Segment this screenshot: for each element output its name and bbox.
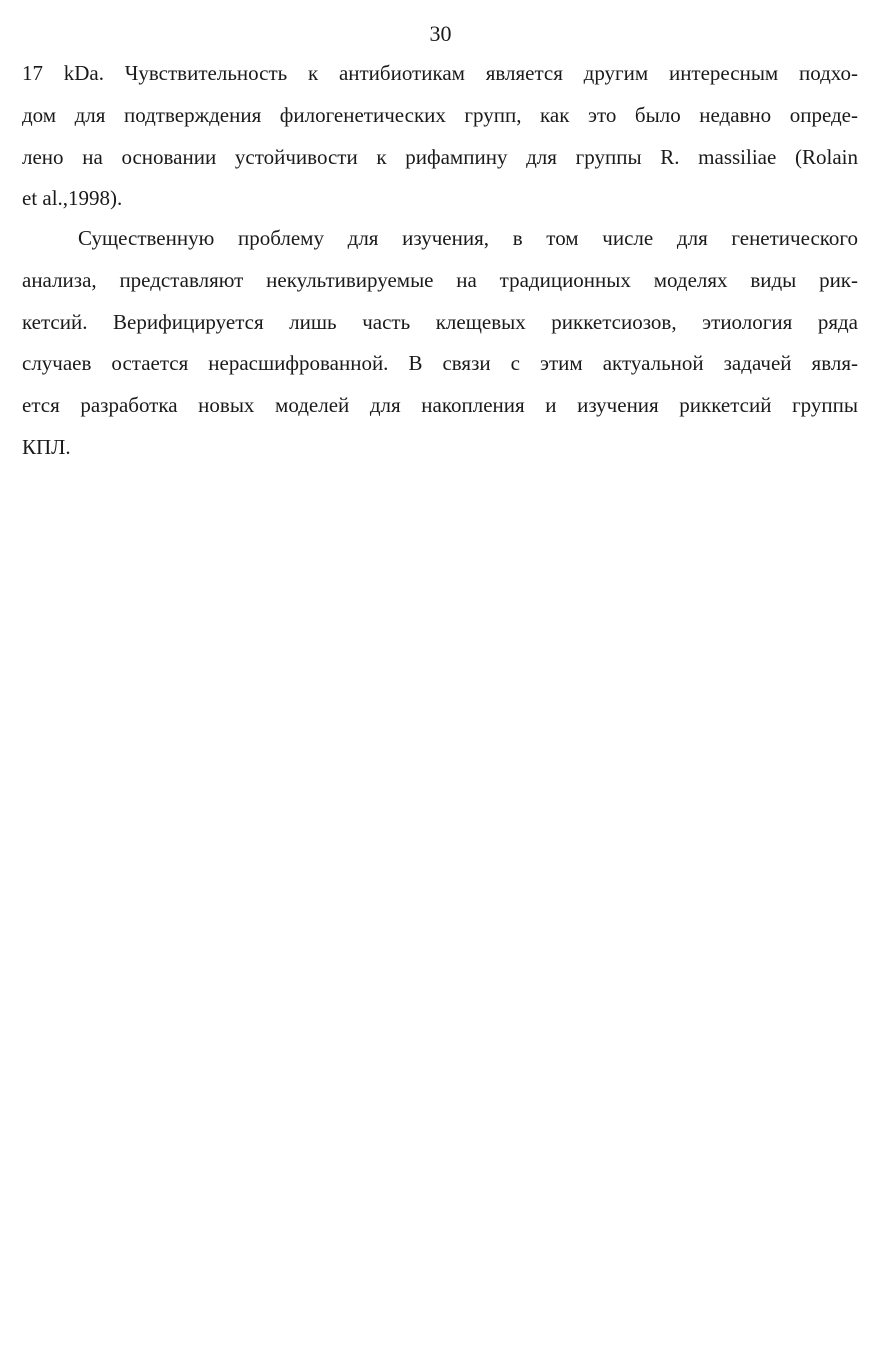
paragraph-line: 17 kDa. Чувствительность к антибиотикам является другим интересным подхо- — [22, 61, 858, 85]
paragraph-line: лено на основании устойчивости к рифампину для группы R. massiliae (Rolain — [22, 144, 858, 169]
paragraph-2 — [22, 218, 858, 469]
paragraph-line: дом для подтверждения филогенетических групп, как это было недавно опреде- — [22, 102, 858, 127]
paragraph-line: Существенную проблему для изучения, в том числе для генетического — [78, 226, 858, 250]
paragraph-line: анализа, представляют некультивируемые на традиционных моделях виды рик- — [22, 267, 858, 292]
paragraph-line: кетсий. Верифицируется лишь часть клещевых риккетсиозов, этиология ряда — [22, 309, 858, 334]
paragraph-line: et al.,1998). — [22, 186, 123, 211]
paragraph-1 — [22, 53, 858, 220]
paragraph-line: КПЛ. — [22, 434, 71, 459]
page-number: 30 — [429, 21, 452, 46]
paragraph-line: ется разработка новых моделей для накопления и изучения риккетсий группы — [22, 393, 858, 418]
paragraph-line: случаев остается нерасшифрованной. В связи с этим актуальной задачей явля- — [22, 351, 858, 376]
